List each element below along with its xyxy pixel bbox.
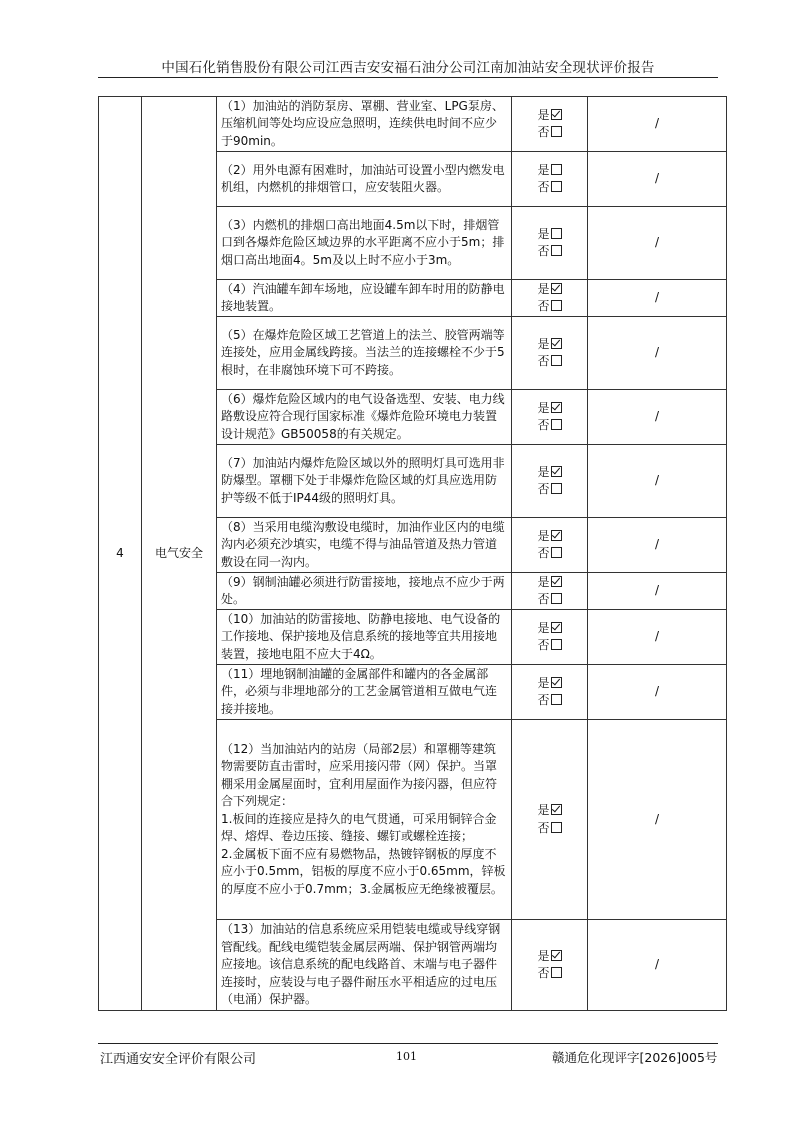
- compliance-yes-label: 是: [537, 336, 550, 351]
- compliance-option-yes: [516, 948, 583, 966]
- page-number: 101: [396, 1050, 417, 1063]
- compliance-yes-label: 是: [537, 281, 550, 296]
- compliance-no-label: 否: [537, 592, 550, 606]
- checked-box-icon[interactable]: [551, 402, 562, 413]
- requirement-text: （6）爆炸危险区域内的电气设备选型、安装、电力线路敷设应符合现行国家标准《爆炸危险环境电力装置设计规范》GB50058的有关规定。: [217, 390, 512, 445]
- compliance-yes-label: 是: [537, 226, 550, 241]
- compliance-option-yes: [516, 281, 583, 299]
- safety-checklist-table: [98, 96, 727, 1011]
- result-cell: /: [588, 920, 727, 1011]
- compliance-no-label: 否: [537, 693, 550, 707]
- compliance-option-no: [516, 179, 583, 197]
- compliance-no-label: 否: [537, 966, 550, 980]
- compliance-check-cell: [512, 518, 588, 573]
- compliance-option-yes: [516, 226, 583, 244]
- requirement-text: （2）用外电源有困难时，加油站可设置小型内燃发电机组，内燃机的排烟管口，应安装阻火器。: [217, 152, 512, 207]
- checked-box-icon[interactable]: [551, 283, 562, 294]
- compliance-no-label: 否: [537, 546, 550, 560]
- compliance-option-yes: [516, 574, 583, 592]
- compliance-option-no: [516, 417, 583, 435]
- compliance-no-label: 否: [537, 354, 550, 368]
- result-cell: /: [588, 152, 727, 207]
- result-cell: /: [588, 665, 727, 720]
- empty-box-icon[interactable]: [551, 483, 562, 494]
- compliance-yes-label: 是: [537, 464, 550, 479]
- checked-box-icon[interactable]: [551, 950, 562, 961]
- compliance-check-cell: [512, 152, 588, 207]
- result-cell: /: [588, 610, 727, 665]
- compliance-option-no: [516, 591, 583, 609]
- requirement-text: （4）汽油罐车卸车场地，应设罐车卸车时用的防静电接地装置。: [217, 280, 512, 317]
- compliance-option-yes: [516, 620, 583, 638]
- compliance-check-cell: [512, 97, 588, 152]
- result-cell: /: [588, 445, 727, 518]
- checked-box-icon[interactable]: [551, 677, 562, 688]
- table-row: [99, 97, 727, 152]
- empty-box-icon[interactable]: [551, 967, 562, 978]
- document-number: 赣通危化现评字[2026]005号: [552, 1050, 718, 1065]
- compliance-option-no: [516, 965, 583, 983]
- empty-box-icon[interactable]: [551, 593, 562, 604]
- empty-box-icon[interactable]: [551, 126, 562, 137]
- compliance-option-yes: [516, 400, 583, 418]
- compliance-no-label: 否: [537, 125, 550, 139]
- requirement-text: （10）加油站的防雷接地、防静电接地、电气设备的工作接地、保护接地及信息系统的接地等宜共用接地装置，接地电阻不应大于4Ω。: [217, 610, 512, 665]
- footer-company: 江西通安安全评价有限公司: [100, 1052, 257, 1067]
- checked-box-icon[interactable]: [551, 804, 562, 815]
- compliance-option-no: [516, 124, 583, 142]
- compliance-yes-label: 是: [537, 107, 550, 122]
- section-category: 电气安全: [142, 97, 217, 1011]
- compliance-no-label: 否: [537, 418, 550, 432]
- result-cell: /: [588, 720, 727, 920]
- report-header-title: 中国石化销售股份有限公司江西吉安安福石油分公司江南加油站安全现状评价报告: [161, 60, 655, 76]
- requirement-text: （11）埋地钢制油罐的金属部件和罐内的各金属部件，必须与非埋地部分的工艺金属管道相互做电气连接并接地。: [217, 665, 512, 720]
- result-cell: /: [588, 280, 727, 317]
- compliance-option-yes: [516, 107, 583, 125]
- footer-divider: [98, 1043, 718, 1044]
- requirement-text: （12）当加油站内的站房（局部2层）和罩棚等建筑物需要防直击雷时，应采用接闪带（网）保护。当罩棚采用金属屋面时，宜利用屋面作为接闪器，但应符合下列规定： 1.板间的连接应是持久的电气贯通，可采用铜锌合金焊、熔焊、卷边压接、缝接、螺钉或螺栓连接； 2.金属板下面不应有易燃物品，热镀锌钢板的厚度不应小于0.5mm，铝板的厚度不应小于0.65mm，锌板的厚度不应小于0.7mm；3.金属板应无绝缘被覆层。: [217, 720, 512, 920]
- requirement-text: （3）内燃机的排烟口高出地面4.5m以下时，排烟管口到各爆炸危险区域边界的水平距离不应小于5m；排烟口高出地面4。5m及以上时不应小于3m。: [217, 207, 512, 280]
- compliance-yes-label: 是: [537, 528, 550, 543]
- requirement-text: （13）加油站的信息系统应采用铠装电缆或导线穿钢管配线。配线电缆铠装金属层两端、保护钢管两端均应接地。该信息系统的配电线路首、末端与电子器件连接时，应装设与电子器件耐压水平相适应的过电压（电涌）保护器。: [217, 920, 512, 1011]
- compliance-check-cell: [512, 317, 588, 390]
- compliance-check-cell: [512, 390, 588, 445]
- result-cell: /: [588, 518, 727, 573]
- compliance-option-no: [516, 637, 583, 655]
- result-cell: /: [588, 390, 727, 445]
- compliance-option-yes: [516, 675, 583, 693]
- checked-box-icon[interactable]: [551, 466, 562, 477]
- checked-box-icon[interactable]: [551, 109, 562, 120]
- empty-box-icon[interactable]: [551, 245, 562, 256]
- checked-box-icon[interactable]: [551, 622, 562, 633]
- compliance-option-no: [516, 692, 583, 710]
- requirement-text: （8）当采用电缆沟敷设电缆时，加油作业区内的电缆沟内必须充沙填实，电缆不得与油品管道及热力管道敷设在同一沟内。: [217, 518, 512, 573]
- empty-box-icon[interactable]: [551, 181, 562, 192]
- empty-box-icon[interactable]: [551, 694, 562, 705]
- empty-box-icon[interactable]: [551, 822, 562, 833]
- compliance-check-cell: [512, 665, 588, 720]
- requirement-text: （1）加油站的消防泵房、罩棚、营业室、LPG泵房、压缩机间等处均应设应急照明，连续供电时间不应少于90min。: [217, 97, 512, 152]
- compliance-no-label: 否: [537, 244, 550, 258]
- compliance-option-no: [516, 481, 583, 499]
- compliance-option-no: [516, 545, 583, 563]
- header-divider: [98, 77, 718, 78]
- result-cell: /: [588, 573, 727, 610]
- compliance-check-cell: [512, 573, 588, 610]
- compliance-option-yes: [516, 464, 583, 482]
- compliance-yes-label: 是: [537, 162, 550, 177]
- compliance-no-label: 否: [537, 482, 550, 496]
- result-cell: /: [588, 97, 727, 152]
- compliance-no-label: 否: [537, 638, 550, 652]
- compliance-check-cell: [512, 920, 588, 1011]
- result-cell: /: [588, 317, 727, 390]
- empty-box-icon[interactable]: [551, 419, 562, 430]
- compliance-yes-label: 是: [537, 620, 550, 635]
- compliance-yes-label: 是: [537, 948, 550, 963]
- compliance-yes-label: 是: [537, 400, 550, 415]
- compliance-option-no: [516, 820, 583, 838]
- requirement-text: （9）钢制油罐必须进行防雷接地，接地点不应少于两处。: [217, 573, 512, 610]
- compliance-option-no: [516, 353, 583, 371]
- compliance-check-cell: [512, 280, 588, 317]
- empty-box-icon[interactable]: [551, 164, 562, 175]
- empty-box-icon[interactable]: [551, 547, 562, 558]
- empty-box-icon[interactable]: [551, 639, 562, 650]
- compliance-yes-label: 是: [537, 675, 550, 690]
- compliance-check-cell: [512, 610, 588, 665]
- result-cell: /: [588, 207, 727, 280]
- checked-box-icon[interactable]: [551, 338, 562, 349]
- compliance-no-label: 否: [537, 299, 550, 313]
- compliance-no-label: 否: [537, 180, 550, 194]
- compliance-option-no: [516, 243, 583, 261]
- requirement-text: （7）加油站内爆炸危险区域以外的照明灯具可选用非防爆型。罩棚下处于非爆炸危险区域的灯具应选用防护等级不低于IP44级的照明灯具。: [217, 445, 512, 518]
- compliance-option-yes: [516, 162, 583, 180]
- compliance-option-yes: [516, 336, 583, 354]
- compliance-check-cell: [512, 207, 588, 280]
- empty-box-icon[interactable]: [551, 300, 562, 311]
- compliance-no-label: 否: [537, 820, 550, 835]
- compliance-option-no: [516, 298, 583, 316]
- compliance-yes-label: 是: [537, 574, 550, 589]
- empty-box-icon[interactable]: [551, 228, 562, 239]
- compliance-option-yes: [516, 802, 583, 820]
- compliance-option-yes: [516, 528, 583, 546]
- requirement-text: （5）在爆炸危险区域工艺管道上的法兰、胶管两端等连接处，应用金属线跨接。当法兰的连接螺栓不少于5根时，在非腐蚀环境下可不跨接。: [217, 317, 512, 390]
- section-number: 4: [99, 97, 142, 1011]
- compliance-yes-label: 是: [537, 803, 550, 817]
- checked-box-icon[interactable]: [551, 530, 562, 541]
- empty-box-icon[interactable]: [551, 355, 562, 366]
- compliance-check-cell: [512, 720, 588, 920]
- checked-box-icon[interactable]: [551, 576, 562, 587]
- compliance-check-cell: [512, 445, 588, 518]
